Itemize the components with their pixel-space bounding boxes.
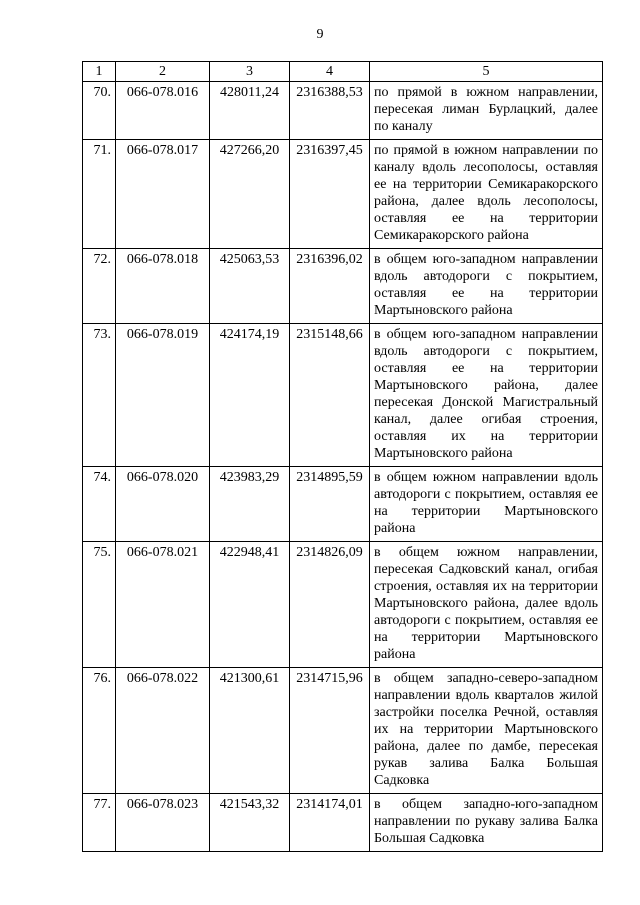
coordinate-y: 2316397,45 (290, 140, 370, 249)
boundary-description: в общем южном направлении вдоль автодороги с покрытием, оставляя ее на территории Мартыновского района (370, 467, 603, 542)
column-header: 4 (290, 62, 370, 82)
coordinate-y: 2316388,53 (290, 82, 370, 140)
column-header: 1 (83, 62, 116, 82)
point-code: 066-078.022 (116, 668, 210, 794)
coordinate-x: 421300,61 (210, 668, 290, 794)
boundary-description: в общем юго-западном направлении вдоль автодороги с покрытием, оставляя ее на территории Мартыновского района (370, 249, 603, 324)
row-number: 76. (83, 668, 116, 794)
point-code: 066-078.019 (116, 324, 210, 467)
row-number: 73. (83, 324, 116, 467)
table-row (83, 249, 603, 324)
coordinate-y: 2315148,66 (290, 324, 370, 467)
column-header: 3 (210, 62, 290, 82)
table-row (83, 467, 603, 542)
boundary-description: в общем западно-северо-западном направлении вдоль кварталов жилой застройки поселка Речной, оставляя их на территории Мартыновского района, далее по дамбе, пересекая рукав залива Балка Большая Садковка (370, 668, 603, 794)
coordinate-y: 2314826,09 (290, 542, 370, 668)
coordinate-x: 427266,20 (210, 140, 290, 249)
row-number: 74. (83, 467, 116, 542)
boundary-description: в общем юго-западном направлении вдоль автодороги с покрытием, оставляя ее на территории Мартыновского района, далее пересекая Донской Магистральный канал, далее огибая строения, оставляя их на территории Мартыновского района (370, 324, 603, 467)
row-number: 70. (83, 82, 116, 140)
column-header: 5 (370, 62, 603, 82)
coordinate-y: 2314895,59 (290, 467, 370, 542)
point-code: 066-078.017 (116, 140, 210, 249)
point-code: 066-078.020 (116, 467, 210, 542)
table-row (83, 82, 603, 140)
point-code: 066-078.018 (116, 249, 210, 324)
boundary-description: в общем южном направлении, пересекая Садковский канал, огибая строения, оставляя их на территории Мартыновского района, далее вдоль автодороги с покрытием, оставляя ее на территории Мартыновского района (370, 542, 603, 668)
table-header-row (83, 62, 603, 82)
coordinate-y: 2314715,96 (290, 668, 370, 794)
boundary-description: по прямой в южном направлении по каналу вдоль лесополосы, оставляя ее на территории Семикаракорского района, далее вдоль лесополосы, оставляя ее на территории Семикаракорского района (370, 140, 603, 249)
point-code: 066-078.023 (116, 794, 210, 852)
row-number: 77. (83, 794, 116, 852)
row-number: 75. (83, 542, 116, 668)
boundary-description: в общем западно-юго-западном направлении по рукаву залива Балка Большая Садковка (370, 794, 603, 852)
table-row (83, 140, 603, 249)
boundary-points-table (82, 61, 603, 852)
table-row (83, 794, 603, 852)
coordinate-y: 2316396,02 (290, 249, 370, 324)
row-number: 72. (83, 249, 116, 324)
boundary-description: по прямой в южном направлении, пересекая лиман Бурлацкий, далее по каналу (370, 82, 603, 140)
table-row (83, 542, 603, 668)
coordinate-x: 421543,32 (210, 794, 290, 852)
coordinate-x: 422948,41 (210, 542, 290, 668)
table-row (83, 668, 603, 794)
table-row (83, 324, 603, 467)
page-number: 9 (316, 27, 324, 42)
column-header: 2 (116, 62, 210, 82)
point-code: 066-078.016 (116, 82, 210, 140)
coordinate-x: 428011,24 (210, 82, 290, 140)
row-number: 71. (83, 140, 116, 249)
coordinate-x: 424174,19 (210, 324, 290, 467)
coordinate-x: 423983,29 (210, 467, 290, 542)
point-code: 066-078.021 (116, 542, 210, 668)
coordinate-y: 2314174,01 (290, 794, 370, 852)
coordinate-x: 425063,53 (210, 249, 290, 324)
